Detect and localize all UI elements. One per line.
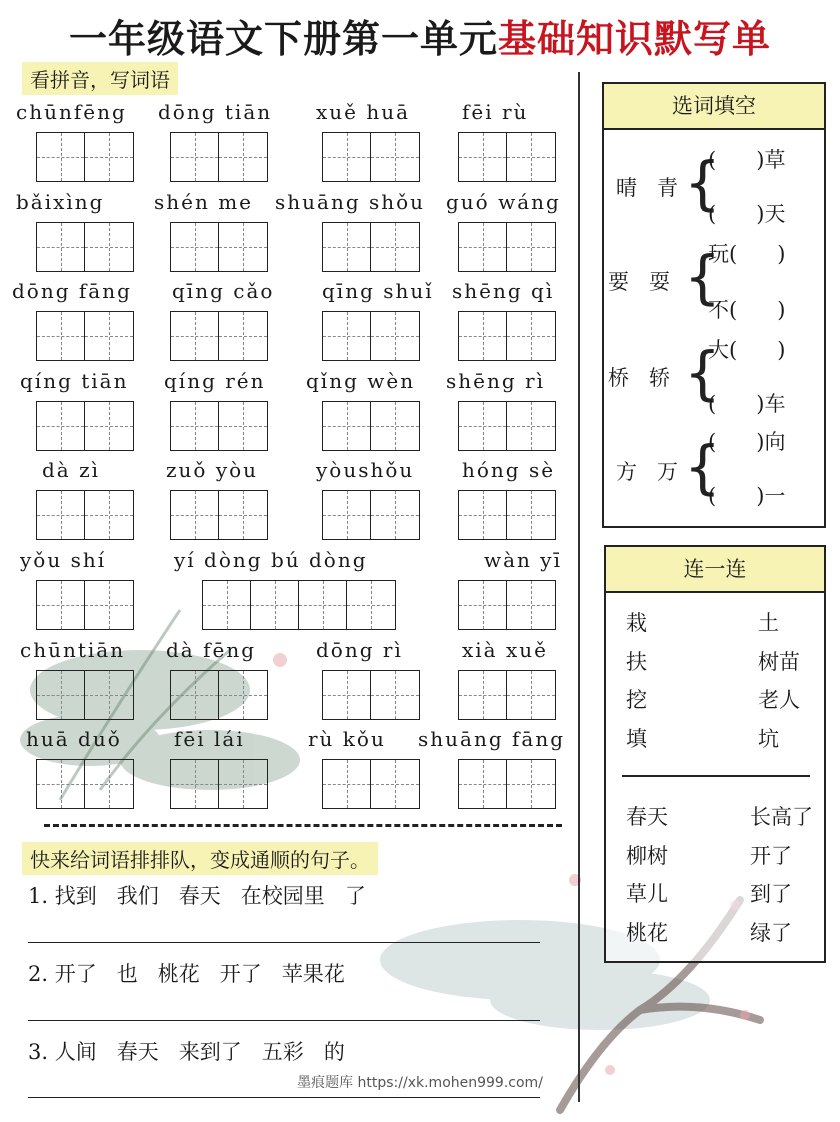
pinyin-label: shuāng shǒu — [275, 190, 426, 214]
writing-cell[interactable] — [37, 402, 85, 450]
writing-cell[interactable] — [371, 760, 419, 808]
answer-line-2[interactable] — [28, 1020, 540, 1021]
match-item-left[interactable]: 挖 — [626, 688, 647, 712]
pinyin-label: qíng rén — [164, 369, 266, 393]
writing-cell[interactable] — [507, 402, 555, 450]
writing-cell[interactable] — [171, 491, 219, 539]
writing-cell[interactable] — [219, 671, 267, 719]
writing-cell[interactable] — [459, 671, 507, 719]
char-pair-3: 桥 轿 — [608, 366, 671, 390]
match-item-right[interactable]: 绿了 — [750, 920, 792, 945]
footer-watermark: 墨痕题库 https://xk.mohen999.com/ — [297, 1075, 543, 1091]
pinyin-label: shén me — [154, 190, 254, 214]
pinyin-label: shēng qì — [452, 279, 555, 303]
pinyin-label: dà zì — [42, 458, 101, 482]
writing-cell[interactable] — [507, 133, 555, 181]
writing-cell[interactable] — [85, 312, 133, 360]
writing-cell[interactable] — [371, 223, 419, 271]
answer-line-1[interactable] — [28, 942, 540, 943]
writing-cell[interactable] — [37, 312, 85, 360]
writing-grid[interactable] — [170, 490, 268, 540]
writing-cell[interactable] — [37, 760, 85, 808]
writing-grid[interactable] — [458, 401, 556, 451]
section2-label: 快来给词语排排队，变成通顺的句子。 — [22, 842, 378, 875]
match-item-right[interactable]: 开了 — [750, 843, 792, 868]
writing-cell[interactable] — [219, 402, 267, 450]
pinyin-label: fēi lái — [174, 727, 245, 751]
writing-cell[interactable] — [219, 133, 267, 181]
match-item-right[interactable]: 老人 — [758, 688, 800, 712]
writing-grid[interactable] — [36, 311, 134, 361]
pinyin-label: fēi rù — [462, 100, 529, 124]
pinyin-label: chūnfēng — [16, 100, 127, 124]
writing-cell[interactable] — [37, 671, 85, 719]
writing-cell[interactable] — [507, 581, 555, 629]
pinyin-label: yí dòng bú dòng — [174, 548, 368, 572]
pinyin-label: yǒu shí — [20, 548, 107, 572]
pinyin-label: qǐng wèn — [306, 369, 416, 393]
brace-icon: { — [684, 149, 721, 217]
match-item-right[interactable]: 土 — [758, 611, 779, 635]
writing-cell[interactable] — [171, 671, 219, 719]
matching-title: 连一连 — [606, 547, 824, 593]
brace-icon: { — [684, 243, 721, 311]
writing-grid[interactable] — [170, 311, 268, 361]
dashed-divider — [44, 824, 562, 827]
match-item-right[interactable]: 坑 — [758, 726, 779, 751]
pinyin-label: dà fēng — [166, 638, 257, 662]
pinyin-label: qīng shuǐ — [322, 279, 434, 303]
answer-line-3[interactable] — [28, 1097, 540, 1098]
writing-cell[interactable] — [37, 133, 85, 181]
pinyin-label: dōng rì — [316, 638, 403, 662]
brace-icon: { — [684, 433, 721, 501]
pinyin-label: huā duǒ — [26, 727, 122, 751]
blank-item[interactable]: 大( ) — [708, 338, 786, 362]
writing-cell[interactable] — [85, 402, 133, 450]
writing-grid[interactable] — [322, 222, 420, 272]
writing-cell[interactable] — [85, 223, 133, 271]
writing-grid[interactable] — [36, 490, 134, 540]
pinyin-label: xià xuě — [462, 638, 548, 662]
match-item-left[interactable]: 栽 — [626, 611, 647, 635]
pinyin-label: chūntiān — [20, 638, 126, 662]
writing-cell[interactable] — [219, 312, 267, 360]
writing-cell[interactable] — [85, 671, 133, 719]
writing-cell[interactable] — [323, 133, 371, 181]
pinyin-label: dōng fāng — [12, 279, 132, 303]
writing-cell[interactable] — [323, 671, 371, 719]
writing-cell[interactable] — [203, 581, 251, 629]
pinyin-label: yòushǒu — [316, 458, 415, 482]
pinyin-label: bǎixìng — [16, 190, 105, 214]
blank-item[interactable]: 玩( ) — [708, 242, 786, 266]
fill-in-word-title: 选词填空 — [604, 84, 824, 130]
writing-cell[interactable] — [85, 133, 133, 181]
writing-cell[interactable] — [171, 223, 219, 271]
writing-cell[interactable] — [459, 312, 507, 360]
writing-cell[interactable] — [219, 491, 267, 539]
blank-item[interactable]: ( )天 — [708, 202, 786, 226]
writing-grid[interactable] — [170, 132, 268, 182]
blank-item[interactable]: ( )草 — [708, 148, 786, 172]
writing-cell[interactable] — [371, 133, 419, 181]
blank-item[interactable]: ( )向 — [708, 430, 786, 454]
writing-cell[interactable] — [37, 491, 85, 539]
sentence-1: 1. 找到 我们 春天 在校园里 了 — [28, 884, 366, 908]
pinyin-label: qíng tiān — [20, 369, 129, 393]
writing-cell[interactable] — [219, 760, 267, 808]
fill-in-word-panel — [602, 82, 826, 528]
writing-cell[interactable] — [459, 491, 507, 539]
writing-cell[interactable] — [171, 133, 219, 181]
char-pair-2: 要 耍 — [608, 270, 671, 294]
blank-item[interactable]: ( )一 — [708, 484, 786, 508]
writing-grid[interactable] — [170, 222, 268, 272]
writing-cell[interactable] — [323, 760, 371, 808]
writing-grid[interactable] — [322, 311, 420, 361]
writing-grid[interactable] — [36, 580, 134, 630]
writing-grid[interactable] — [170, 759, 268, 809]
writing-grid[interactable] — [322, 132, 420, 182]
writing-grid[interactable] — [170, 670, 268, 720]
pinyin-label: shēng rì — [446, 369, 545, 393]
writing-cell[interactable] — [459, 581, 507, 629]
match-item-left[interactable]: 草儿 — [626, 882, 668, 906]
pinyin-label: rù kǒu — [308, 727, 386, 751]
match-item-right[interactable]: 到了 — [750, 882, 792, 906]
writing-cell[interactable] — [459, 402, 507, 450]
match-item-left[interactable]: 春天 — [626, 805, 668, 829]
writing-grid[interactable] — [36, 759, 134, 809]
pinyin-label: hóng sè — [462, 458, 556, 482]
writing-grid[interactable] — [36, 670, 134, 720]
writing-cell[interactable] — [251, 581, 299, 629]
writing-cell[interactable] — [85, 760, 133, 808]
writing-grid[interactable] — [36, 132, 134, 182]
pinyin-label: zuǒ yòu — [166, 458, 259, 482]
pinyin-label: dōng tiān — [158, 100, 273, 124]
writing-grid[interactable] — [202, 580, 396, 630]
writing-cell[interactable] — [171, 760, 219, 808]
writing-cell[interactable] — [459, 223, 507, 271]
writing-cell[interactable] — [507, 671, 555, 719]
writing-grid[interactable] — [458, 759, 556, 809]
writing-cell[interactable] — [371, 671, 419, 719]
section1-label: 看拼音，写词语 — [22, 62, 178, 95]
writing-cell[interactable] — [171, 312, 219, 360]
writing-grid[interactable] — [458, 132, 556, 182]
writing-cell[interactable] — [371, 312, 419, 360]
writing-cell[interactable] — [37, 223, 85, 271]
matching-panel — [604, 545, 826, 963]
writing-cell[interactable] — [323, 223, 371, 271]
writing-grid[interactable] — [170, 401, 268, 451]
blank-item[interactable]: ( )车 — [708, 392, 786, 416]
writing-grid[interactable] — [458, 222, 556, 272]
writing-cell[interactable] — [171, 402, 219, 450]
writing-grid[interactable] — [322, 490, 420, 540]
writing-cell[interactable] — [85, 581, 133, 629]
writing-cell[interactable] — [299, 581, 347, 629]
pinyin-label: xuě huā — [316, 100, 411, 124]
writing-cell[interactable] — [323, 402, 371, 450]
pinyin-label: shuāng fāng — [418, 727, 565, 751]
match-item-right[interactable]: 长高了 — [750, 805, 813, 829]
matching-separator — [622, 775, 810, 777]
writing-grid[interactable] — [322, 759, 420, 809]
blank-item[interactable]: 不( ) — [708, 298, 786, 322]
writing-cell[interactable] — [371, 402, 419, 450]
writing-cell[interactable] — [347, 581, 395, 629]
writing-cell[interactable] — [37, 581, 85, 629]
writing-grid[interactable] — [36, 401, 134, 451]
writing-cell[interactable] — [323, 491, 371, 539]
writing-grid[interactable] — [322, 670, 420, 720]
match-item-left[interactable]: 扶 — [626, 649, 647, 674]
page-title: 一年级语文下册第一单元基础知识默写单 — [68, 16, 772, 61]
writing-cell[interactable] — [507, 491, 555, 539]
writing-cell[interactable] — [507, 223, 555, 271]
writing-cell[interactable] — [507, 312, 555, 360]
writing-cell[interactable] — [371, 491, 419, 539]
char-pair-4: 方 万 — [616, 460, 679, 484]
char-pair-1: 晴 青 — [616, 176, 679, 200]
writing-cell[interactable] — [323, 312, 371, 360]
writing-cell[interactable] — [85, 491, 133, 539]
brace-icon: { — [684, 339, 721, 407]
sentence-3: 3. 人间 春天 来到了 五彩 的 — [28, 1040, 345, 1064]
match-item-left[interactable]: 桃花 — [626, 920, 668, 945]
match-item-left[interactable]: 柳树 — [626, 843, 668, 868]
pinyin-label: qīng cǎo — [172, 279, 275, 303]
column-divider — [578, 72, 580, 1102]
writing-grid[interactable] — [458, 580, 556, 630]
writing-grid[interactable] — [322, 401, 420, 451]
match-item-right[interactable]: 树苗 — [758, 649, 800, 674]
writing-cell[interactable] — [507, 760, 555, 808]
writing-cell[interactable] — [459, 133, 507, 181]
sentence-2: 2. 开了 也 桃花 开了 苹果花 — [28, 962, 345, 986]
match-item-left[interactable]: 填 — [626, 726, 647, 751]
pinyin-label: guó wáng — [446, 190, 561, 214]
writing-grid[interactable] — [458, 311, 556, 361]
writing-cell[interactable] — [219, 223, 267, 271]
writing-grid[interactable] — [458, 490, 556, 540]
pinyin-label: wàn yī — [484, 548, 562, 572]
writing-grid[interactable] — [458, 670, 556, 720]
writing-grid[interactable] — [36, 222, 134, 272]
writing-cell[interactable] — [459, 760, 507, 808]
